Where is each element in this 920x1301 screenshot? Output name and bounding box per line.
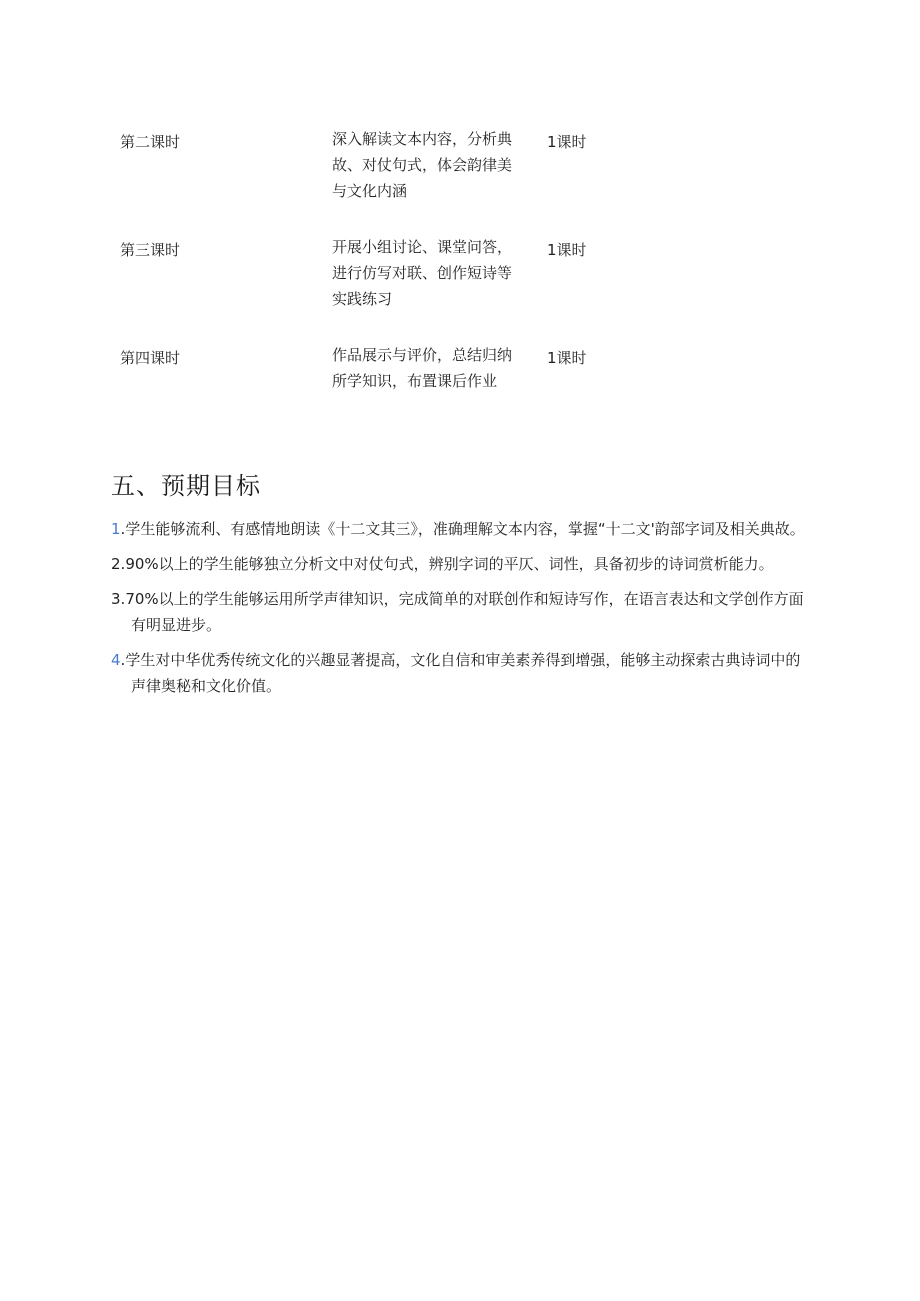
- goal-item: [111, 647, 811, 699]
- expected-goals-list: [111, 516, 811, 708]
- goal-number-separator: .: [120, 651, 126, 669]
- goal-text: 90%以上的学生能够独立分析文中对仗句式，辨别字词的平仄、词性，具备初步的诗词赏析能力。: [125, 555, 774, 573]
- goal-text: 70%以上的学生能够运用所学声律知识，完成简单的对联创作和短诗写作，在语言表达和文学创作方面有明显进步。: [125, 590, 804, 634]
- session-cell: 第二课时: [120, 133, 181, 151]
- content-cell: 开展小组讨论、课堂问答，进行仿写对联、创作短诗等实践练习: [332, 238, 513, 308]
- goal-number: 1: [111, 520, 121, 538]
- section-heading: 五、预期目标: [111, 472, 261, 500]
- session-cell: 第三课时: [120, 241, 181, 259]
- goal-number: 2: [111, 555, 121, 573]
- goal-text: 学生对中华优秀传统文化的兴趣显著提高，文化自信和审美素养得到增强，能够主动探索古典诗词中的声律奥秘和文化价值。: [125, 651, 801, 695]
- goal-number-separator: .: [120, 590, 126, 608]
- goal-number: 3: [111, 590, 121, 608]
- session-cell: 第四课时: [120, 349, 181, 367]
- goal-item: [111, 516, 811, 542]
- hours-cell: 1课时: [547, 241, 587, 259]
- goal-number: 4: [111, 651, 121, 669]
- goal-text: 学生能够流利、有感情地朗读《十二文其三》，准确理解文本内容，掌握“十二文'韵部字词及相关典故。: [125, 520, 805, 538]
- hours-cell: 1课时: [547, 349, 587, 367]
- content-cell: 作品展示与评价，总结归纳所学知识，布置课后作业: [332, 346, 513, 390]
- content-cell: 深入解读文本内容，分析典故、对仗句式，体会韵律美与文化内涵: [332, 130, 513, 200]
- hours-cell: 1课时: [547, 133, 587, 151]
- goal-number-separator: .: [120, 555, 126, 573]
- goal-item: [111, 586, 811, 638]
- goal-number-separator: .: [120, 520, 126, 538]
- goal-item: [111, 551, 811, 577]
